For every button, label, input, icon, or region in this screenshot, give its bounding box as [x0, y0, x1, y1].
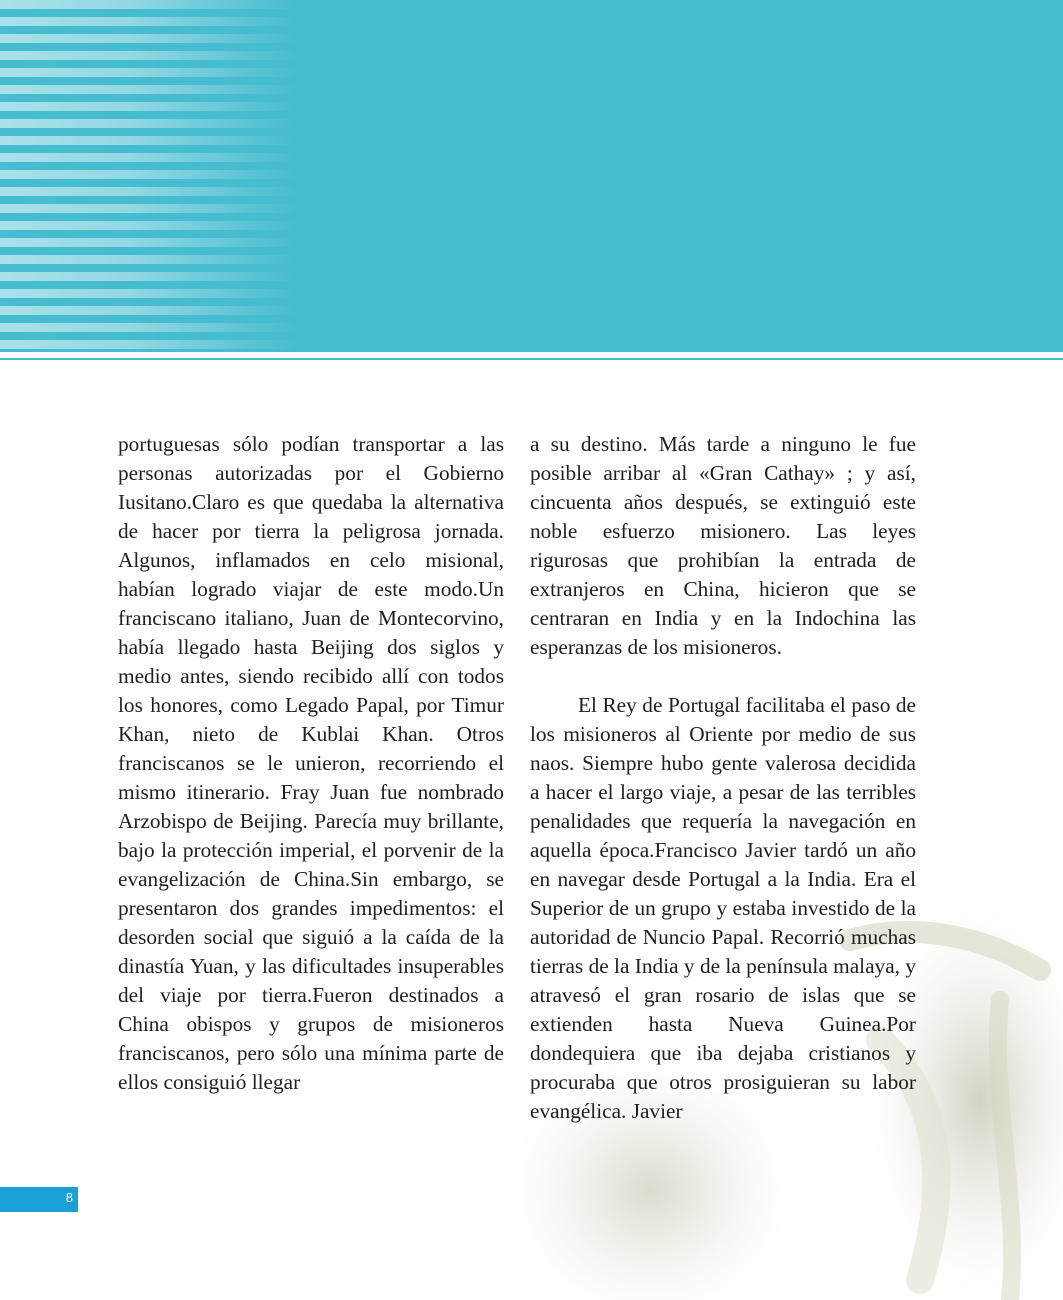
header-band — [0, 0, 1063, 352]
header-rule — [0, 358, 1063, 360]
paragraph: portuguesas sólo podían transportar a las personas autorizadas por el Gobierno Iusitano.Claro es que quedaba la alternativa de hacer por tierra la peligrosa jornada. Algunos, inflamados en celo misional, habían logrado viajar de este modo.Un franciscano italiano, Juan de Montecorvino, había llegado hasta Beijing dos siglos y medio antes, siendo recibido allí con todos los honores, como Legado Papal, por Timur Khan, nieto de Kublai Khan. Otros franciscanos se le unieron, recorriendo el mismo itinerario. Fray Juan fue nombrado Arzobispo de Beijing. Parecía muy brillante, bajo la protección imperial, el porvenir de la evangelización de China.Sin embargo, se presentaron dos grandes impedimentos: el desorden social que siguió a la caída de la dinastía Yuan, y las dificultades insuperables del viaje por tierra.Fueron destinados a China obispos y grupos de misioneros franciscanos, pero sólo una mínima parte de ellos consiguió llegar — [118, 432, 504, 1094]
text-column-right — [530, 430, 916, 1126]
text-column-left — [118, 430, 504, 1097]
page-number-tab — [0, 1187, 78, 1212]
page-number: 8 — [65, 1190, 73, 1205]
paragraph: a su destino. Más tarde a ninguno le fue posible arribar al «Gran Cathay» ; y así, cincuenta años después, se extinguió este noble esfuerzo misionero. Las leyes rigurosas que prohibían la entrada de extranjeros en China, hicieron que se centraran en India y en la Indochina las esperanzas de los misioneros. — [530, 432, 916, 659]
paragraph: El Rey de Portugal facilitaba el paso de los misioneros al Oriente por medio de sus naos. Siempre hubo gente valerosa decidida a hacer el largo viaje, a pesar de las terribles penalidades que requería la navegación en aquella época.Francisco Javier tardó un año en navegar desde Portugal a la India. Era el Superior de un grupo y estaba investido de la autoridad de Nuncio Papal. Recorrió muchas tierras de la India y de la península malaya, y atravesó el gran rosario de islas que se extienden hasta Nueva Guinea.Por dondequiera que iba dejaba cristianos y procuraba que otros prosiguieran su labor evangélica. Javier — [530, 693, 916, 1123]
header-stripes — [0, 0, 300, 352]
